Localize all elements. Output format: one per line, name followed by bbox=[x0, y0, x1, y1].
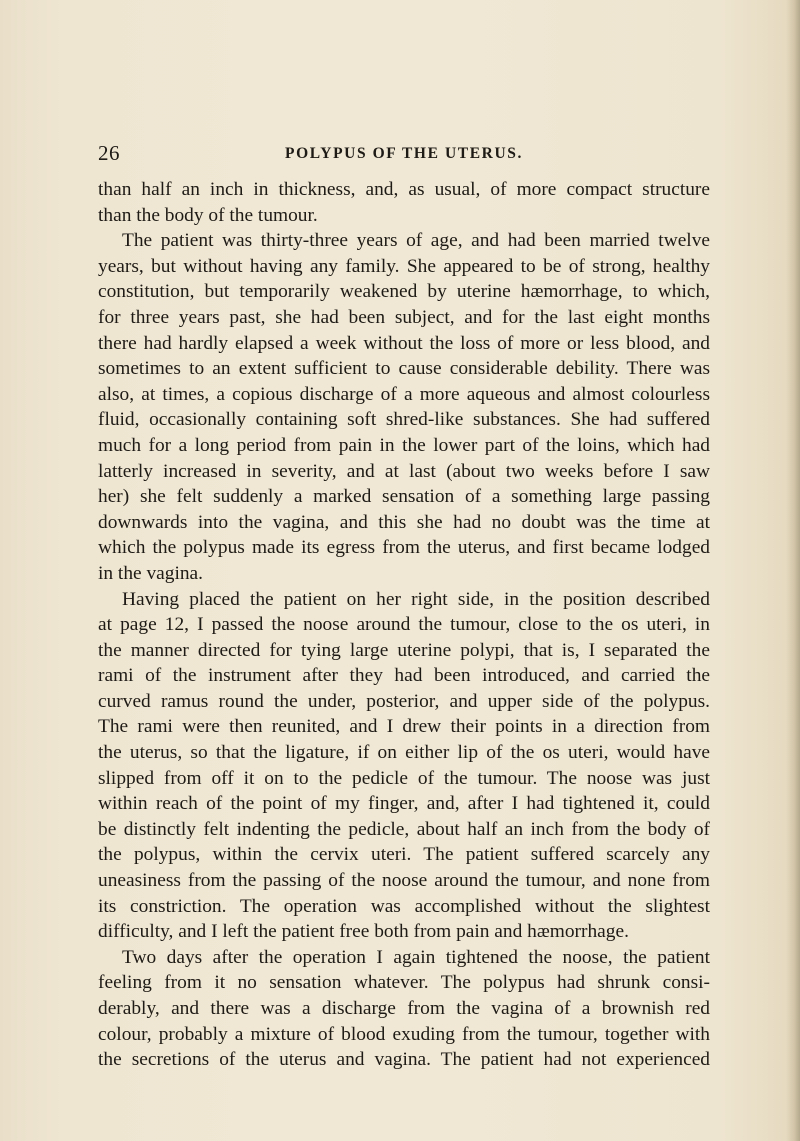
body-text bbox=[98, 177, 710, 1073]
text-line: in the vagina. bbox=[98, 562, 204, 584]
page-edge-shadow bbox=[786, 0, 800, 1141]
text-line: curved ramus round the under, posterior, and upper side of the polypus. bbox=[98, 690, 710, 712]
text-line: rami of the instrument after they had been introduced, and carried the bbox=[98, 665, 710, 687]
page-header bbox=[98, 141, 710, 171]
text-line: feeling from it no sensation whatever. The polypus had shrunk consi- bbox=[98, 972, 710, 994]
running-head: POLYPUS OF THE UTERUS. bbox=[285, 145, 523, 162]
text-line: her) she felt suddenly a marked sensation of a something large passing bbox=[98, 486, 710, 508]
text-line: than half an inch in thickness, and, as usual, of more compact structure bbox=[98, 179, 710, 200]
text-line: colour, probably a mixture of blood exuding from the tumour, together with bbox=[98, 1023, 710, 1045]
text-line: fluid, occasionally containing soft shred-like substances. She had suffered bbox=[98, 409, 710, 431]
text-line: than the body of the tumour. bbox=[98, 204, 318, 226]
text-line: the manner directed for tying large uterine polypi, that is, I separated the bbox=[98, 639, 710, 661]
text-line: latterly increased in severity, and at last (about two weeks before I saw bbox=[98, 460, 710, 482]
text-line: downwards into the vagina, and this she had no doubt was the time at bbox=[98, 511, 710, 533]
text-line: difficulty, and I left the patient free both from pain and hæmorrhage. bbox=[98, 921, 629, 943]
text-line: be distinctly felt indenting the pedicle, about half an inch from the body of bbox=[98, 818, 710, 840]
text-line: there had hardly elapsed a week without the loss of more or less blood, and bbox=[98, 332, 710, 354]
text-line: which the polypus made its egress from the uterus, and first became lodged bbox=[98, 537, 710, 559]
text-line: uneasiness from the passing of the noose around the tumour, and none from bbox=[98, 870, 710, 892]
text-line: Having placed the patient on her right side, in the position described bbox=[122, 588, 710, 610]
text-line: the polypus, within the cervix uteri. The patient suffered scarcely any bbox=[98, 844, 710, 866]
text-line: slipped from off it on to the pedicle of the tumour. The noose was just bbox=[98, 767, 710, 789]
page-number: 26 bbox=[98, 141, 120, 165]
text-line: the uterus, so that the ligature, if on either lip of the os uteri, would have bbox=[98, 742, 710, 764]
text-line: for three years past, she had been subject, and for the last eight months bbox=[98, 306, 710, 328]
text-line: also, at times, a copious discharge of a more aqueous and almost colourless bbox=[98, 383, 710, 405]
text-line: The patient was thirty-three years of age, and had been married twelve bbox=[122, 230, 710, 252]
text-line: Two days after the operation I again tightened the noose, the patient bbox=[122, 946, 710, 968]
text-line: its constriction. The operation was accomplished without the slightest bbox=[98, 895, 710, 917]
text-line: The rami were then reunited, and I drew their points in a direction from bbox=[98, 716, 710, 738]
text-line: years, but without having any family. She appeared to be of strong, healthy bbox=[98, 255, 710, 277]
text-line: much for a long period from pain in the lower part of the loins, which had bbox=[98, 434, 710, 456]
text-line: sometimes to an extent sufficient to cause considerable debility. There was bbox=[98, 358, 710, 380]
text-line: within reach of the point of my finger, and, after I had tightened it, could bbox=[98, 793, 710, 815]
text-line: the secretions of the uterus and vagina. The patient had not experienced bbox=[98, 1049, 710, 1071]
text-line: constitution, but temporarily weakened by uterine hæmorrhage, to which, bbox=[98, 281, 710, 303]
text-line: derably, and there was a discharge from the vagina of a brownish red bbox=[98, 998, 710, 1019]
text-line: at page 12, I passed the noose around the tumour, close to the os uteri, in bbox=[98, 614, 710, 636]
